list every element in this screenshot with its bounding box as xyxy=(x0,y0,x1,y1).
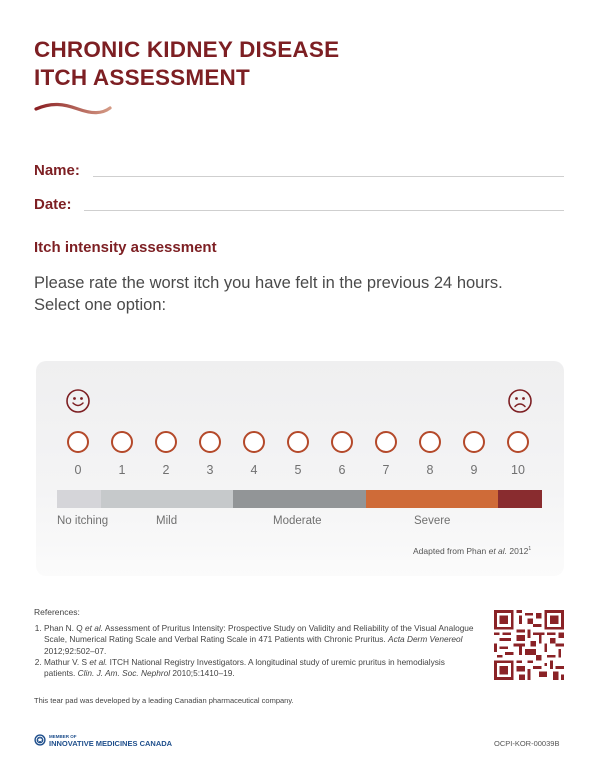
rating-option-10[interactable] xyxy=(507,431,529,453)
org-name: INNOVATIVE MEDICINES CANADA xyxy=(49,739,173,748)
page-title xyxy=(34,36,339,92)
rating-number: 5 xyxy=(294,463,302,477)
scale-label-moderate: Moderate xyxy=(273,515,322,527)
severity-segment-no-itching xyxy=(57,490,101,508)
ref-text: ITCH National Registry Investigators. A longitudinal study of uremic pruritus in hemodialysis patients. xyxy=(44,656,445,679)
instruction-line-1: Please rate the worst itch you have felt in the previous 24 hours. xyxy=(34,274,503,292)
title-line-1: CHRONIC KIDNEY DISEASE xyxy=(34,37,340,62)
scale-label-severe: Severe xyxy=(414,515,451,527)
credit-text: Adapted from Phan xyxy=(413,546,489,556)
decorative-swoosh xyxy=(34,100,114,116)
reference-item xyxy=(44,623,474,657)
rating-number: 8 xyxy=(426,463,434,477)
ref-etal: et al. xyxy=(89,656,108,667)
rating-option-6[interactable] xyxy=(331,431,353,453)
severity-segment-mild xyxy=(101,490,233,508)
references-heading: References: xyxy=(34,607,80,617)
name-label: Name: xyxy=(34,162,80,179)
rating-option-5[interactable] xyxy=(287,431,309,453)
frowning-face-icon xyxy=(508,389,532,413)
rating-option-7[interactable] xyxy=(375,431,397,453)
ref-cite: 2012;92:502–07. xyxy=(44,645,107,656)
member-of-text: MEMBER OF xyxy=(49,734,77,739)
severity-segment-severe xyxy=(366,490,498,508)
qr-code-icon xyxy=(494,610,564,680)
reference-item xyxy=(44,657,474,679)
credit-year: 2012 xyxy=(507,546,529,556)
instruction-line-2: Select one option: xyxy=(34,296,167,314)
ref-etal: et al. xyxy=(85,623,104,634)
rating-option-8[interactable] xyxy=(419,431,441,453)
section-title: Itch intensity assessment xyxy=(34,239,217,256)
scale-label-no-itching: No itching xyxy=(57,515,109,527)
instruction-text xyxy=(34,272,503,316)
severity-segment-very-severe xyxy=(498,490,542,508)
rating-number: 3 xyxy=(206,463,214,477)
name-field[interactable] xyxy=(93,176,564,177)
ref-cite: 2010;5:1410–19. xyxy=(170,668,235,679)
ref-author: Phan N. Q xyxy=(44,623,86,634)
credit-etal: et al. xyxy=(488,546,508,556)
rating-number: 6 xyxy=(338,463,346,477)
rating-option-4[interactable] xyxy=(243,431,265,453)
credit-superscript: 1 xyxy=(528,546,532,553)
rating-option-3[interactable] xyxy=(199,431,221,453)
scale-label-mild: Mild xyxy=(156,515,178,527)
rating-number: 4 xyxy=(250,463,258,477)
document-code: OCPI-KOR-00039B xyxy=(494,739,560,748)
rating-number: 1 xyxy=(118,463,126,477)
rating-number: 9 xyxy=(470,463,478,477)
rating-number: 0 xyxy=(74,463,82,477)
rating-number: 7 xyxy=(382,463,390,477)
rating-option-0[interactable] xyxy=(67,431,89,453)
rating-option-1[interactable] xyxy=(111,431,133,453)
source-credit xyxy=(413,546,531,556)
ref-journal: Acta Derm Venereol xyxy=(388,634,463,645)
date-label: Date: xyxy=(34,196,72,213)
ref-journal: Clin. J. Am. Soc. Nephrol xyxy=(77,668,171,679)
maple-seal-icon xyxy=(34,734,46,746)
rating-option-2[interactable] xyxy=(155,431,177,453)
imc-logo xyxy=(34,733,172,747)
ref-text: Assessment of Pruritus Intensity: Prospective Study on Validity and Reliability of the Visual Analogue Scale, Numerical Rating Scale and Verbal Rating Scale in 471 Patients with Chronic Pruritus. xyxy=(44,623,474,645)
ref-author: Mathur V. S xyxy=(44,656,90,667)
date-field[interactable] xyxy=(84,210,564,211)
references xyxy=(34,607,474,679)
rating-number: 2 xyxy=(162,463,170,477)
footer-note: This tear pad was developed by a leading Canadian pharmaceutical company. xyxy=(34,696,294,705)
severity-segment-moderate xyxy=(233,490,366,508)
title-line-2: ITCH ASSESSMENT xyxy=(34,65,250,90)
smiley-face-icon xyxy=(66,389,90,413)
rating-number: 10 xyxy=(511,463,525,477)
rating-option-9[interactable] xyxy=(463,431,485,453)
